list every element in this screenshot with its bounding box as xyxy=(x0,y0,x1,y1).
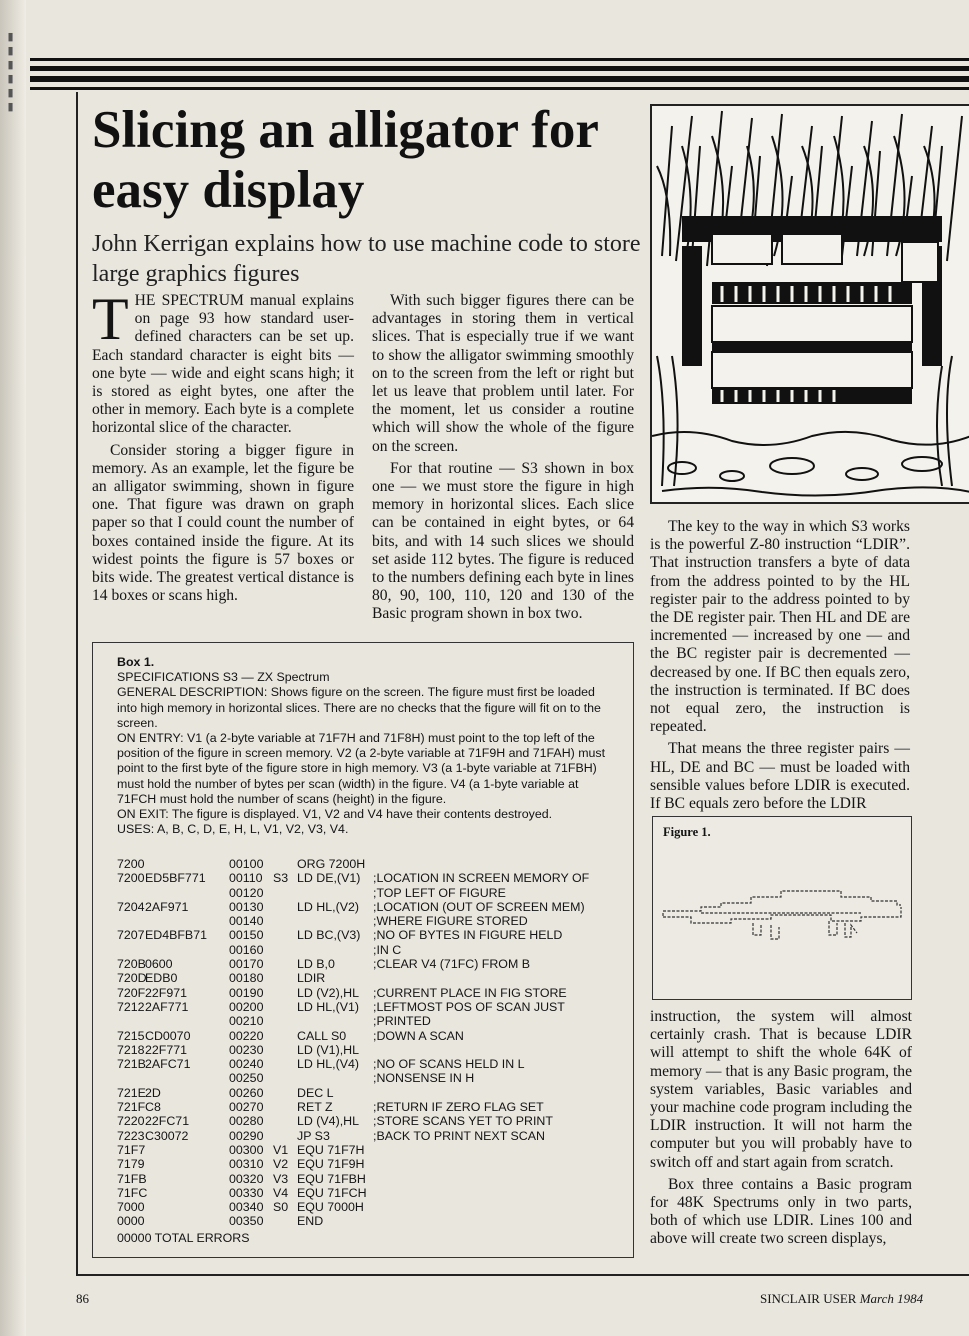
code-hex: 2AFC71 xyxy=(145,1057,191,1072)
code-row xyxy=(117,857,627,871)
code-comment: ;IN C xyxy=(373,942,402,957)
code-row xyxy=(117,1000,627,1014)
code-comment: ;RETURN IF ZERO FLAG SET xyxy=(373,1100,544,1115)
code-hex: C30072 xyxy=(145,1128,189,1143)
code-address: 71FC xyxy=(117,1185,148,1200)
code-line-number: 00110 xyxy=(229,871,263,886)
code-row xyxy=(117,1043,627,1057)
paragraph: The key to the way in which S3 works is the powerful Z-80 instruction “LDIR”. That instruction transfers a byte of data from the address pointed to by the HL register pair to the address pointed to by the DE register pair. Then HL and DE are incremented — increased by one — and the BC register pair is decremented — decreased by one. If BC then equals zero, the instruction is terminated. If BC does not equal zero, the instruction is repeated. xyxy=(650,518,910,736)
code-line-number: 00340 xyxy=(229,1200,264,1215)
alligator-outline-icon xyxy=(661,877,905,957)
code-line-number: 00210 xyxy=(229,1014,264,1029)
code-operation: LD (V4),HL xyxy=(297,1114,359,1129)
code-line-number: 00300 xyxy=(229,1142,264,1157)
box-1-spec: SPECIFICATIONS S3 — ZX Spectrum xyxy=(117,670,330,685)
code-address: 7200 xyxy=(117,871,145,886)
code-operation: LD (V2),HL xyxy=(297,985,359,1000)
code-comment: ;TOP LEFT OF FIGURE xyxy=(373,885,506,900)
code-line-number: 00250 xyxy=(229,1071,264,1086)
article-subtitle: John Kerrigan explains how to use machine code to store large graphics figures xyxy=(92,231,641,287)
code-comment: ;LOCATION (OUT OF SCREEN MEM) xyxy=(373,899,585,914)
code-total: 00000 TOTAL ERRORS xyxy=(117,1231,250,1245)
code-operation: LD BC,(V3) xyxy=(297,928,361,943)
code-address: 7179 xyxy=(117,1157,145,1172)
code-row xyxy=(117,900,627,914)
figure-1-box xyxy=(652,816,912,1000)
code-line-number: 00320 xyxy=(229,1171,264,1186)
code-operation: DEC L xyxy=(297,1085,334,1100)
paragraph: THE SPECTRUM manual explains on page 93 how standard user-defined characters can be set up. Each standard character is eight bits — one byte — wide and eight scans high; it is stored as eight bytes, one after the other in memory. Each byte is a complete horizontal slice of the character. xyxy=(92,286,354,437)
code-row xyxy=(117,1086,627,1100)
page-number: 86 xyxy=(76,1291,89,1306)
code-row xyxy=(117,1114,627,1128)
code-row xyxy=(117,1143,627,1157)
code-line-number: 00350 xyxy=(229,1214,264,1229)
code-comment: ;NONSENSE IN H xyxy=(373,1071,475,1086)
body-column-2 xyxy=(372,292,634,628)
code-line-number: 00150 xyxy=(229,928,264,943)
code-line-number: 00160 xyxy=(229,942,264,957)
code-line-number: 00260 xyxy=(229,1085,264,1100)
code-comment: ;BACK TO PRINT NEXT SCAN xyxy=(373,1128,545,1143)
code-address: 7218 xyxy=(117,1042,145,1057)
code-operation: EQU 71F9H xyxy=(297,1157,365,1172)
code-hex: C8 xyxy=(145,1100,161,1115)
code-listing xyxy=(117,857,627,1229)
code-comment: ;CLEAR V4 (71FC) FROM B xyxy=(373,957,530,972)
code-hex: EDB0 xyxy=(145,971,178,986)
code-hex: 22F771 xyxy=(145,1042,188,1057)
code-hex: ED4BFB71 xyxy=(145,928,207,943)
code-label: S3 xyxy=(273,871,289,886)
spine-decoration: ▮▮▮▮▮▮ xyxy=(4,30,17,114)
code-hex: 2AF771 xyxy=(145,999,189,1014)
figure-1-title: Figure 1. xyxy=(663,825,711,839)
issue-date: March 1984 xyxy=(859,1291,924,1306)
code-row xyxy=(117,1014,627,1028)
code-comment: ;DOWN A SCAN xyxy=(373,1028,464,1043)
code-address: 0000 xyxy=(117,1214,145,1229)
magazine-name: SINCLAIR USER xyxy=(760,1291,857,1306)
folio-footer xyxy=(760,1291,923,1307)
code-operation: LDIR xyxy=(297,971,326,986)
code-row xyxy=(117,986,627,1000)
paragraph: Consider storing a bigger figure in memory. As an example, let the figure be an alligator swimming, shown in figure one. That figure was drawn on graph paper so that I could count the number of boxes contained inside the figure. At its widest points the figure is 57 boxes or bits wide. The greatest vertical distance is 14 boxes or scans high. xyxy=(92,441,354,605)
code-comment: ;CURRENT PLACE IN FIG STORE xyxy=(373,985,567,1000)
code-line-number: 00180 xyxy=(229,971,264,986)
code-row xyxy=(117,1129,627,1143)
code-address: 7000 xyxy=(117,1200,145,1215)
box-1-label: Box 1. xyxy=(117,655,155,669)
code-address: 7207 xyxy=(117,928,145,943)
code-label: S0 xyxy=(273,1200,289,1215)
code-operation: EQU 71FBH xyxy=(297,1171,366,1186)
code-line-number: 00270 xyxy=(229,1100,264,1115)
code-row xyxy=(117,871,627,885)
code-operation: LD HL,(V2) xyxy=(297,899,359,914)
code-address: 7215 xyxy=(117,1028,145,1043)
code-address: 71FB xyxy=(117,1171,147,1186)
code-operation: EQU 7000H xyxy=(297,1200,364,1215)
paragraph: That means the three register pairs — HL, DE and BC — must be loaded with sensible values before LDIR is executed. If BC equals zero before the LDIR xyxy=(650,740,910,813)
code-line-number: 00140 xyxy=(229,914,264,929)
code-line-number: 00170 xyxy=(229,957,264,972)
code-row xyxy=(117,957,627,971)
code-label: V3 xyxy=(273,1171,289,1186)
code-address: 71F7 xyxy=(117,1142,146,1157)
code-operation: LD B,0 xyxy=(297,957,335,972)
code-line-number: 00100 xyxy=(229,857,264,871)
code-hex: 2D xyxy=(145,1085,161,1100)
paragraph: For that routine — S3 shown in box one — we must store the figure in high memory in horizontal slices. Each slice can be contained in eight bytes, or 64 bits, and with 14 such slices we should set aside 112 bytes. The figure is reduced to the numbers defining each byte in lines 80, 90, 100, 110, 120 and 130 of the Basic program shown in box two. xyxy=(372,459,634,623)
box-1-exit: ON EXIT: The figure is displayed. V1, V2 and V4 have their contents destroyed. xyxy=(117,807,553,822)
box-1 xyxy=(92,642,634,1258)
code-row xyxy=(117,1157,627,1171)
dropcap: T xyxy=(92,286,129,352)
code-row xyxy=(117,1200,627,1214)
code-row xyxy=(117,971,627,985)
body-column-1 xyxy=(92,286,354,609)
paragraph: instruction, the system will almost certainly crash. That is because LDIR will attempt to shift the whole 64K of memory — that is any Basic program, the system variables, Basic variables and your machine code program including the LDIR instruction. It will not harm the computer but you will probably have to switch off and start again from scratch. xyxy=(650,1008,912,1171)
code-hex: 0600 xyxy=(145,957,173,972)
code-label: V1 xyxy=(273,1142,289,1157)
code-operation: ORG 7200H xyxy=(297,857,366,871)
box-1-general: GENERAL DESCRIPTION: Shows figure on the screen. The figure must first be loaded into high memory in horizontal slices. There are no checks that the figure will fit on to the screen. xyxy=(117,685,601,730)
code-address: 7212 xyxy=(117,999,145,1014)
code-row xyxy=(117,943,627,957)
code-row xyxy=(117,1186,627,1200)
code-operation: LD HL,(V1) xyxy=(297,999,359,1014)
code-address: 720F xyxy=(117,985,146,1000)
paragraph: Box three contains a Basic program for 48K Spectrums only in two parts, both of which use LDIR. Lines 100 and above will create two screen displays, xyxy=(650,1175,912,1248)
code-line-number: 00330 xyxy=(229,1185,264,1200)
code-line-number: 00280 xyxy=(229,1114,264,1129)
code-address: 7200 xyxy=(117,857,145,871)
code-comment: ;NO OF BYTES IN FIGURE HELD xyxy=(373,928,563,943)
code-address: 720D xyxy=(117,971,147,986)
box-1-entry: ON ENTRY: V1 (a 2-byte variable at 71F7H and 71F8H) must point to the top left of the position of the figure in screen memory. V2 (a 2-byte variable at 71F9H and 71FAH) must point to the first byte of the figure store in high memory. V3 (a 1-byte variable at 71FBH) must hold the number of bytes per scan (width) in the figure. V4 (a 1-byte variable at 71FCH must hold the number of scans (height) in the figure. xyxy=(117,731,606,806)
code-line-number: 00240 xyxy=(229,1057,264,1072)
code-row xyxy=(117,886,627,900)
code-operation: JP S3 xyxy=(297,1128,330,1143)
code-address: 721F xyxy=(117,1100,146,1115)
paragraph: With such bigger figures there can be advantages in storing them in vertical slices. That is especially true if we want to show the alligator swimming smoothly on to the screen from the left or right but let us leave that problem until later. For the moment, let us consider a routine which will show the whole of the figure on the screen. xyxy=(372,292,634,455)
code-line-number: 00220 xyxy=(229,1028,264,1043)
code-row xyxy=(117,1057,627,1071)
code-address: 721E xyxy=(117,1085,146,1100)
code-line-number: 00290 xyxy=(229,1128,264,1143)
header-rules xyxy=(30,58,969,94)
code-operation: LD HL,(V4) xyxy=(297,1057,359,1072)
code-hex: CD0070 xyxy=(145,1028,191,1043)
code-hex: ED5BF771 xyxy=(145,871,206,886)
code-row xyxy=(117,928,627,942)
code-line-number: 00310 xyxy=(229,1157,264,1172)
code-comment: ;LOCATION IN SCREEN MEMORY OF xyxy=(373,871,590,886)
code-hex: 2AF971 xyxy=(145,899,189,914)
box-1-uses: USES: A, B, C, D, E, H, L, V1, V2, V3, V4. xyxy=(117,822,349,837)
code-line-number: 00130 xyxy=(229,899,264,914)
code-address: 7220 xyxy=(117,1114,145,1129)
code-comment: ;PRINTED xyxy=(373,1014,431,1029)
code-row xyxy=(117,914,627,928)
code-address: 7204 xyxy=(117,899,145,914)
code-operation: RET Z xyxy=(297,1100,333,1115)
body-column-3-bottom xyxy=(650,1008,912,1253)
code-operation: END xyxy=(297,1214,324,1229)
code-comment: ;WHERE FIGURE STORED xyxy=(373,914,528,929)
code-label: V4 xyxy=(273,1185,289,1200)
code-comment: ;LEFTMOST POS OF SCAN JUST xyxy=(373,999,565,1014)
code-address: 721B xyxy=(117,1057,146,1072)
alligator-illustration-icon xyxy=(650,104,969,504)
code-operation: LD (V1),HL xyxy=(297,1042,359,1057)
code-comment: ;STORE SCANS YET TO PRINT xyxy=(373,1114,553,1129)
code-hex: 22F971 xyxy=(145,985,188,1000)
code-line-number: 00190 xyxy=(229,985,264,1000)
article-title: Slicing an alligator for easy display xyxy=(92,101,598,219)
code-row xyxy=(117,1100,627,1114)
box-1-header xyxy=(117,655,617,837)
code-row xyxy=(117,1071,627,1085)
code-operation: EQU 71FCH xyxy=(297,1185,367,1200)
code-operation: LD DE,(V1) xyxy=(297,871,361,886)
code-comment: ;NO OF SCANS HELD IN L xyxy=(373,1057,525,1072)
body-column-3-top xyxy=(650,518,910,817)
code-row xyxy=(117,1214,627,1228)
code-hex: 22FC71 xyxy=(145,1114,190,1129)
code-line-number: 00230 xyxy=(229,1042,264,1057)
spine-edge xyxy=(0,0,26,1336)
code-address: 7223 xyxy=(117,1128,145,1143)
code-address: 720B xyxy=(117,957,146,972)
code-line-number: 00120 xyxy=(229,885,264,900)
code-row xyxy=(117,1029,627,1043)
code-operation: EQU 71F7H xyxy=(297,1142,365,1157)
code-operation: CALL S0 xyxy=(297,1028,347,1043)
code-label: V2 xyxy=(273,1157,289,1172)
code-line-number: 00200 xyxy=(229,999,264,1014)
code-row xyxy=(117,1172,627,1186)
